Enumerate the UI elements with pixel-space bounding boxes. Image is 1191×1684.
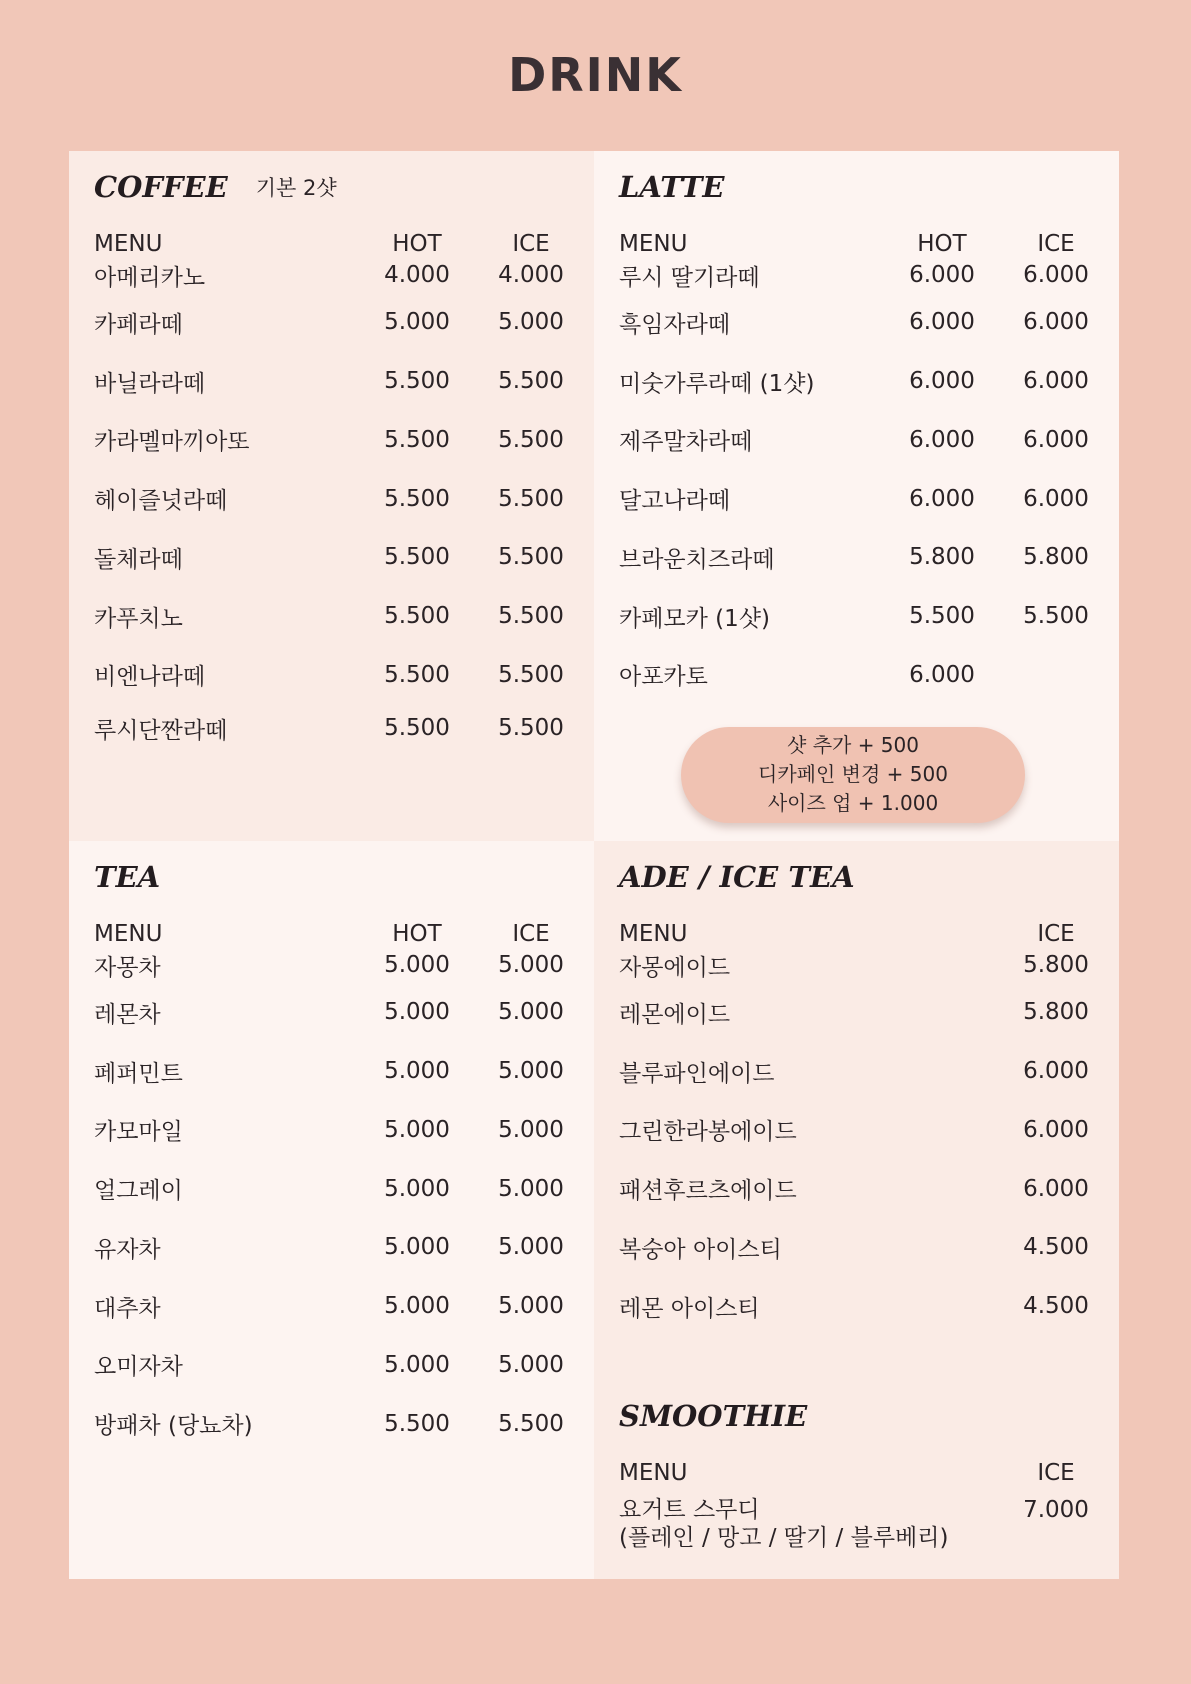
item-name: 제주말차라떼 [619,429,753,456]
ade-section [594,841,1119,1579]
menu-row [94,1159,594,1218]
menu-row [94,1042,594,1101]
item-ice-price: 5.000 [498,1293,564,1320]
menu-row [619,352,1119,411]
item-ice-price: 5.000 [498,309,564,336]
menu-row [619,528,1119,587]
menu-row [94,1277,594,1336]
item-hot-price: 5.000 [384,309,450,336]
menu-row [619,1218,1119,1277]
item-hot-price: 5.000 [384,1234,450,1261]
menu-row [619,293,1119,352]
item-name: 레몬 아이스티 [619,1295,760,1322]
item-ice-price: 5.000 [498,999,564,1026]
item-name: 브라운치즈라떼 [619,546,775,573]
menu-row [94,983,594,1042]
item-hot-price: 5.000 [384,1058,450,1085]
item-hot-price: 5.500 [384,1410,450,1437]
item-name: 카페라떼 [94,311,183,338]
coffee-column-header [94,215,594,257]
menu-row [619,587,1119,646]
item-ice-price: 5.500 [498,544,564,571]
latte-title: LATTE [619,170,725,204]
item-hot-price: 5.500 [384,368,450,395]
item-hot-price: 6.000 [909,661,975,688]
menu-row [94,646,594,705]
item-hot-price: 5.500 [384,603,450,630]
item-ice-price: 6.000 [1023,262,1089,288]
item-name: 바닐라라떼 [94,370,206,397]
item-name: 아메리카노 [94,264,206,291]
ade-column-header [619,905,1119,947]
item-hot-price: 6.000 [909,368,975,395]
item-ice-price: 5.000 [498,1116,564,1143]
extras-badge [681,727,1025,823]
menu-row [94,947,594,983]
coffee-note: 기본 2샷 [255,176,337,200]
menu-row [94,352,594,411]
item-hot-price: 6.000 [909,426,975,453]
extra-decaf-text: 디카페인 변경 + 500 [758,762,948,786]
item-name: 자몽차 [94,954,161,981]
item-name: 아포카토 [619,664,708,691]
menu-row [94,1394,594,1453]
item-name: 그린한라봉에이드 [619,1119,797,1146]
extra-size-up-text: 사이즈 업 + 1.000 [767,791,939,815]
coffee-section [69,151,594,841]
item-name: 루시단짠라떼 [94,717,228,744]
menu-row [94,469,594,528]
item-ice-price: 5.500 [498,661,564,688]
ice-column-label: ICE [512,921,550,947]
menu-column-label: MENU [619,231,688,257]
item-name: 복숭아 아이스티 [619,1236,782,1263]
menu-row [619,411,1119,470]
item-name: 카페모카 (1샷) [619,605,770,632]
item-name: 돌체라떼 [94,546,183,573]
item-options: (플레인 / 망고 / 딸기 / 블루베리) [619,1524,949,1551]
item-name: 방패차 (당뇨차) [94,1413,253,1440]
item-hot-price: 4.000 [384,262,450,288]
item-name: 흑임자라떼 [619,311,731,338]
item-hot-price: 5.500 [384,544,450,571]
ade-title: ADE / ICE TEA [619,860,855,894]
item-ice-price: 5.000 [498,952,564,978]
menu-column-label: MENU [619,921,688,947]
item-ice-price: 5.800 [1023,952,1089,978]
item-ice-price: 4.500 [1023,1293,1089,1320]
item-hot-price: 5.500 [384,426,450,453]
item-name: 요거트 스무디 [619,1496,760,1523]
menu-row [94,293,594,352]
item-name: 레몬에이드 [619,1001,731,1028]
menu-row [619,1042,1119,1101]
item-hot-price: 5.000 [384,952,450,978]
item-hot-price: 5.000 [384,1175,450,1202]
item-name: 헤이즐넛라떼 [94,488,228,515]
item-ice-price: 5.500 [498,485,564,512]
menu-row [94,1218,594,1277]
menu-column-label: MENU [94,921,163,947]
item-hot-price: 6.000 [909,262,975,288]
item-hot-price: 5.500 [384,661,450,688]
tea-title: TEA [94,860,161,894]
tea-column-header [94,905,594,947]
item-name: 달고나라떼 [619,488,731,515]
extra-shot-text: 샷 추가 + 500 [787,733,919,757]
item-name: 대추차 [94,1295,161,1322]
item-hot-price: 5.000 [384,1116,450,1143]
item-name: 자몽에이드 [619,954,731,981]
menu-row [619,947,1119,983]
item-name: 패션후르츠에이드 [619,1178,797,1205]
item-name: 블루파인에이드 [619,1060,775,1087]
menu-row [94,411,594,470]
item-ice-price: 5.800 [1023,999,1089,1026]
item-name: 오미자차 [94,1354,183,1381]
item-name: 비엔나라떼 [94,664,206,691]
item-ice-price: 6.000 [1023,368,1089,395]
item-ice-price: 6.000 [1023,1175,1089,1202]
item-name: 카푸치노 [94,605,183,632]
item-ice-price: 5.500 [498,368,564,395]
item-hot-price: 5.500 [909,603,975,630]
item-ice-price: 5.000 [498,1175,564,1202]
menu-row [619,257,1119,293]
ice-column-label: ICE [1037,231,1075,257]
menu-row [94,704,594,752]
menu-row [619,1159,1119,1218]
ice-column-label: ICE [1037,1459,1075,1486]
item-hot-price: 5.000 [384,1351,450,1378]
item-ice-price: 7.000 [1023,1496,1089,1523]
menu-row [619,469,1119,528]
menu-board [69,151,1119,1579]
smoothie-section [619,1394,1119,1552]
item-ice-price: 6.000 [1023,485,1089,512]
item-ice-price: 5.000 [498,1058,564,1085]
menu-row [94,1336,594,1395]
item-ice-price: 5.500 [498,603,564,630]
item-ice-price: 6.000 [1023,1116,1089,1143]
hot-column-label: HOT [392,231,442,257]
item-ice-price: 5.500 [498,715,564,742]
item-hot-price: 6.000 [909,309,975,336]
item-ice-price: 6.000 [1023,1058,1089,1085]
item-hot-price: 5.800 [909,544,975,571]
ice-column-label: ICE [512,231,550,257]
item-name: 루시 딸기라떼 [619,264,760,291]
menu-row [94,587,594,646]
item-ice-price: 5.000 [498,1351,564,1378]
item-ice-price: 5.000 [498,1234,564,1261]
item-ice-price: 5.500 [1023,603,1089,630]
item-name: 페퍼민트 [94,1060,183,1087]
item-ice-price: 5.800 [1023,544,1089,571]
menu-column-label: MENU [619,1459,688,1486]
menu-row [619,646,1119,705]
smoothie-column-header [619,1444,1119,1486]
item-ice-price: 6.000 [1023,426,1089,453]
item-name: 카라멜마끼아또 [94,429,250,456]
item-name: 레몬차 [94,1001,161,1028]
coffee-title: COFFEE [94,170,228,204]
menu-row [619,1101,1119,1160]
item-name: 미숫가루라떼 (1샷) [619,370,815,397]
item-ice-price: 5.500 [498,1410,564,1437]
latte-column-header [619,215,1119,257]
menu-row [94,1101,594,1160]
item-ice-price: 4.000 [498,262,564,288]
menu-column-label: MENU [94,231,163,257]
tea-section [69,841,594,1579]
smoothie-title: SMOOTHIE [619,1398,808,1433]
ice-column-label: ICE [1037,921,1075,947]
menu-row [619,983,1119,1042]
item-ice-price: 4.500 [1023,1234,1089,1261]
hot-column-label: HOT [392,921,442,947]
hot-column-label: HOT [917,231,967,257]
menu-row [94,257,594,293]
item-name: 얼그레이 [94,1178,183,1205]
item-hot-price: 5.500 [384,715,450,742]
menu-row [619,1277,1119,1336]
item-name: 카모마일 [94,1119,183,1146]
page-title: DRINK [508,48,683,102]
item-hot-price: 5.500 [384,485,450,512]
item-hot-price: 5.000 [384,999,450,1026]
item-ice-price: 6.000 [1023,309,1089,336]
item-hot-price: 5.000 [384,1293,450,1320]
item-hot-price: 6.000 [909,485,975,512]
menu-row [619,1486,1119,1552]
item-ice-price: 5.500 [498,426,564,453]
item-name: 유자차 [94,1236,161,1263]
menu-row [94,528,594,587]
